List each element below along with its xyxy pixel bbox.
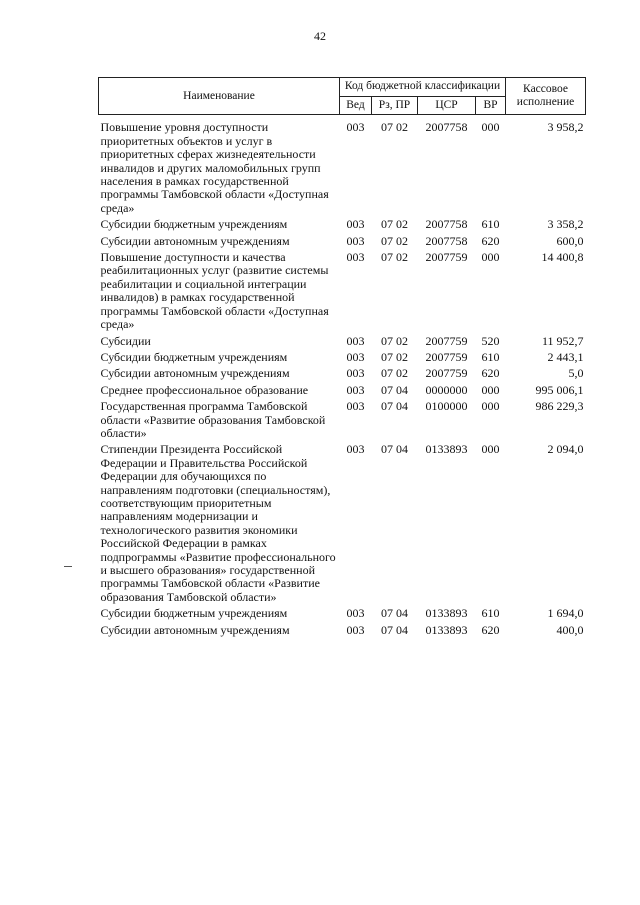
row-ved: 003 bbox=[346, 233, 365, 248]
row-name: Субсидии автономным учреждениям bbox=[100, 233, 290, 248]
row-name: Повышение уровня доступности приоритетных объектов и услуг в приоритетных сферах жизнедеятельности инвалидов и других маломобильных групп населения в рамках государственной программы Тамбовской области «Доступная среда» bbox=[100, 120, 329, 215]
row-ved: 003 bbox=[346, 366, 365, 381]
header-ved: Вед bbox=[340, 97, 372, 115]
table-row bbox=[99, 232, 586, 248]
row-vr: 610 bbox=[481, 349, 500, 364]
table-row bbox=[99, 604, 586, 620]
table-row bbox=[99, 397, 586, 440]
table-row bbox=[99, 248, 586, 331]
row-rz-pr: 07 04 bbox=[381, 382, 408, 397]
row-rz-pr: 07 04 bbox=[381, 622, 408, 637]
row-vr: 610 bbox=[481, 606, 500, 621]
row-name: Стипендии Президента Российской Федерации и Правительства Российской Федерации для обучающихся по направлениям подготовки (специальностям), соответствующим приоритетным направлениям модернизации и технологического развития экономики Российской Федерации в рамках подпрограммы «Развитие профессионального и высшего образования» государственной программы Тамбовской области «Развитие образования Тамбовской области» bbox=[100, 442, 336, 604]
row-csr: 2007758 bbox=[425, 217, 468, 232]
row-csr: 0133893 bbox=[425, 606, 468, 621]
row-vr: 000 bbox=[481, 120, 500, 135]
row-csr: 0100000 bbox=[425, 399, 468, 414]
header-name: Наименование bbox=[99, 78, 340, 115]
row-ved: 003 bbox=[346, 399, 365, 414]
row-amount: 1 694,0 bbox=[547, 606, 584, 621]
row-ved: 003 bbox=[346, 349, 365, 364]
row-amount: 600,0 bbox=[556, 233, 584, 248]
row-name: Субсидии bbox=[100, 333, 151, 348]
table-row bbox=[99, 332, 586, 348]
row-name: Субсидии бюджетным учреждениям bbox=[100, 606, 288, 621]
row-name: Среднее профессиональное образование bbox=[100, 382, 309, 397]
row-vr: 000 bbox=[481, 382, 500, 397]
row-rz-pr: 07 04 bbox=[381, 399, 408, 414]
row-rz-pr: 07 02 bbox=[381, 366, 408, 381]
row-vr: 620 bbox=[481, 366, 500, 381]
header-rz-pr: Рз, ПР bbox=[372, 97, 418, 115]
row-rz-pr: 07 02 bbox=[381, 349, 408, 364]
table-row bbox=[99, 381, 586, 397]
row-csr: 2007758 bbox=[425, 233, 468, 248]
row-csr: 2007758 bbox=[425, 120, 468, 135]
page-number: 42 bbox=[314, 29, 326, 43]
row-name: Государственная программа Тамбовской области «Развитие образования Тамбовской области» bbox=[100, 399, 326, 440]
row-vr: 620 bbox=[481, 233, 500, 248]
row-name: Субсидии автономным учреждениям bbox=[100, 622, 290, 637]
table-row bbox=[99, 348, 586, 364]
row-rz-pr: 07 04 bbox=[381, 606, 408, 621]
row-ved: 003 bbox=[346, 622, 365, 637]
table-body bbox=[99, 115, 586, 637]
row-csr: 2007759 bbox=[425, 333, 468, 348]
table-row bbox=[99, 440, 586, 604]
row-csr: 2007759 bbox=[425, 366, 468, 381]
row-ved: 003 bbox=[346, 120, 365, 135]
row-vr: 000 bbox=[481, 442, 500, 457]
row-csr: 0133893 bbox=[425, 442, 468, 457]
table-row bbox=[99, 215, 586, 231]
row-amount: 2 094,0 bbox=[547, 442, 584, 457]
table-header bbox=[99, 78, 586, 115]
row-name: Повышение доступности и качества реабилитационных услуг (развитие системы реабилитации и социальной интеграции инвалидов) в рамках государственной программы Тамбовской области «Доступная среда» bbox=[100, 250, 329, 332]
row-vr: 000 bbox=[481, 250, 500, 265]
row-amount: 3 358,2 bbox=[547, 217, 584, 232]
table-row bbox=[99, 364, 586, 380]
row-amount: 11 952,7 bbox=[541, 333, 584, 348]
header-csr: ЦСР bbox=[418, 97, 476, 115]
row-amount: 3 958,2 bbox=[547, 120, 584, 135]
row-csr: 0133893 bbox=[425, 622, 468, 637]
row-rz-pr: 07 04 bbox=[381, 442, 408, 457]
row-name: Субсидии автономным учреждениям bbox=[100, 366, 290, 381]
row-amount: 2 443,1 bbox=[547, 349, 584, 364]
row-ved: 003 bbox=[346, 250, 365, 265]
header-amount: Кассовое исполнение bbox=[506, 78, 586, 115]
header-vr: ВР bbox=[476, 97, 506, 115]
row-ved: 003 bbox=[346, 606, 365, 621]
row-ved: 003 bbox=[346, 382, 365, 397]
row-rz-pr: 07 02 bbox=[381, 217, 408, 232]
row-vr: 620 bbox=[481, 622, 500, 637]
table-row bbox=[99, 115, 586, 215]
row-rz-pr: 07 02 bbox=[381, 333, 408, 348]
row-amount: 14 400,8 bbox=[541, 250, 584, 265]
row-vr: 000 bbox=[481, 399, 500, 414]
row-csr: 2007759 bbox=[425, 349, 468, 364]
row-name: Субсидии бюджетным учреждениям bbox=[100, 349, 288, 364]
row-ved: 003 bbox=[346, 333, 365, 348]
row-rz-pr: 07 02 bbox=[381, 250, 408, 265]
row-amount: 995 006,1 bbox=[535, 382, 584, 397]
header-code-group: Код бюджетной классификации bbox=[340, 78, 506, 97]
row-vr: 520 bbox=[481, 333, 500, 348]
row-amount: 986 229,3 bbox=[535, 399, 584, 414]
budget-table bbox=[98, 77, 586, 637]
row-amount: 400,0 bbox=[556, 622, 584, 637]
row-amount: 5,0 bbox=[568, 366, 584, 381]
margin-mark bbox=[64, 566, 72, 567]
row-csr: 0000000 bbox=[425, 382, 468, 397]
row-csr: 2007759 bbox=[425, 250, 468, 265]
row-rz-pr: 07 02 bbox=[381, 233, 408, 248]
row-rz-pr: 07 02 bbox=[381, 120, 408, 135]
row-ved: 003 bbox=[346, 442, 365, 457]
table-row bbox=[99, 621, 586, 637]
row-name: Субсидии бюджетным учреждениям bbox=[100, 217, 288, 232]
row-vr: 610 bbox=[481, 217, 500, 232]
row-ved: 003 bbox=[346, 217, 365, 232]
